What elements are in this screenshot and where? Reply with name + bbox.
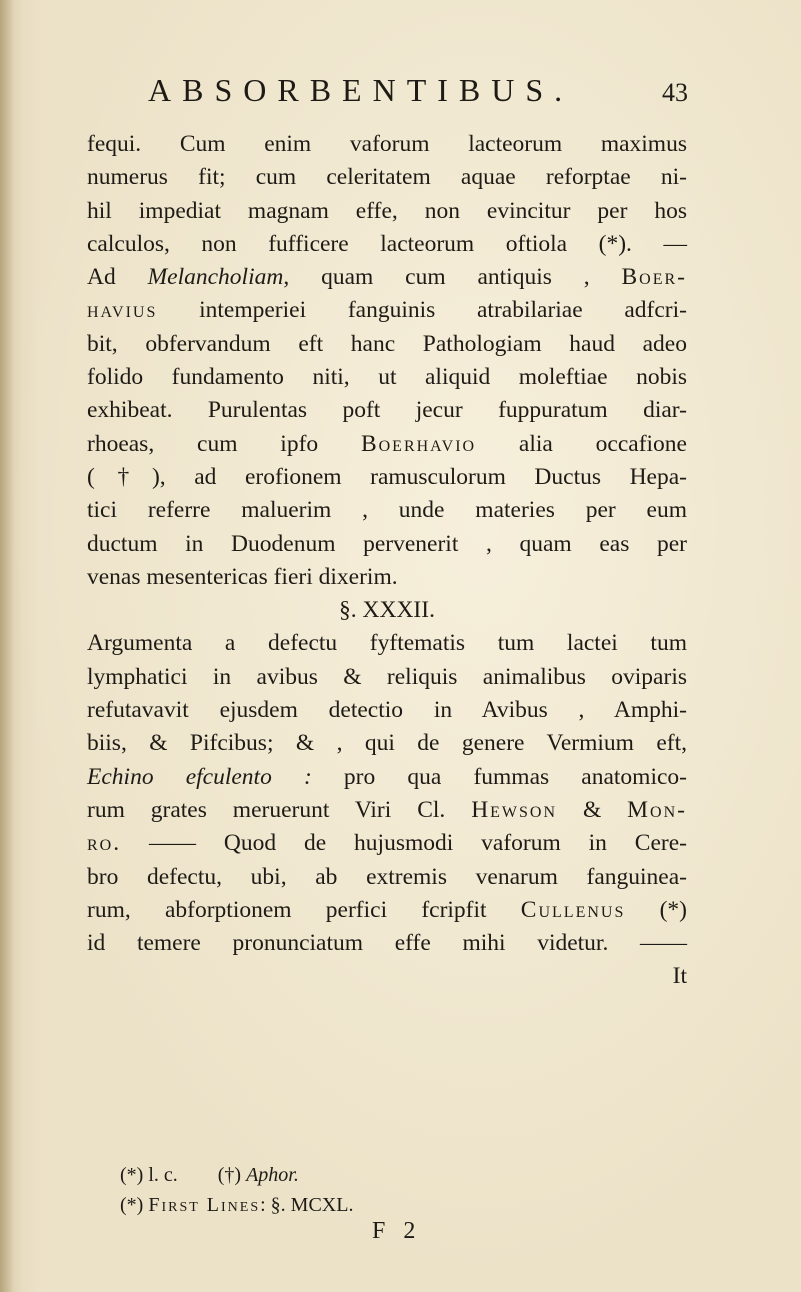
text-line [87, 761, 687, 794]
text-line: biis, & Pifcibus; & , qui de genere Vermium eft, [87, 730, 687, 757]
author-name: Boer- [621, 264, 687, 291]
author-name: Mon- [627, 796, 687, 823]
catchword: It [672, 963, 687, 990]
section-heading: §. XXXII. [339, 597, 435, 624]
binding-shadow [0, 0, 14, 1292]
text-segment: rum, abforptionem perfici fcripfit [87, 896, 521, 923]
text-line: numerus fit; cum celeritatem aquae reforptae ni- [87, 164, 687, 191]
text-line: ductum in Duodenum pervenerit , quam eas per [87, 530, 687, 557]
author-name: Cullenus [520, 896, 626, 923]
text-line: exhibeat. Purulentas poft jecur fuppuratum diar- [87, 397, 687, 424]
footnotes [120, 1160, 640, 1220]
running-title: ABSORBENTIBUS. [148, 72, 574, 108]
author-name: Boerhavio [360, 430, 477, 457]
text-line: (†), ad erofionem ramusculorum Ductus Hepa- [87, 463, 687, 490]
running-head [148, 72, 688, 112]
text-line: Argumenta a defectu fyftematis tum lactei tum [87, 630, 687, 657]
footnote-ref: First Lines [148, 1194, 261, 1216]
text-line: calculos, non fufficere lacteorum oftiola (*). — [87, 230, 687, 257]
text-line [87, 794, 687, 827]
footnote-ref: Aphor. [246, 1164, 299, 1186]
text-line: id temere pronunciatum effe mihi videtur. —— [87, 930, 687, 957]
text-segment: & [557, 796, 628, 823]
text-line: refutavavit ejusdem detectio in Avibus , Amphi- [87, 697, 687, 724]
text-line: tici referre maluerim , unde materies per eum [87, 497, 687, 524]
author-name: havius [87, 297, 158, 324]
author-name: ro. [87, 830, 122, 857]
text-segment: , quam cum antiquis , [283, 264, 622, 291]
body-text [87, 128, 687, 994]
text-segment: rhoeas, cum ipfo [87, 430, 361, 457]
page-number: 43 [662, 78, 688, 107]
text-line: bro defectu, ubi, ab extremis venarum fanguinea- [87, 863, 687, 890]
footnote-ref: : §. MCXL. [260, 1194, 354, 1216]
author-name: Hewson [471, 796, 558, 823]
text-line [87, 294, 687, 327]
text-line [87, 261, 687, 294]
text-segment: alia occafione [476, 430, 687, 457]
text-line: bit, obfervandum eft hanc Pathologiam haud adeo [87, 330, 687, 357]
text-line: fequi. Cum enim vaforum lacteorum maximus [87, 131, 687, 157]
text-segment: intemperiei fanguinis atrabilariae adfcri- [157, 297, 687, 324]
footnote-mark: (*) [120, 1194, 144, 1216]
footnote-ref: (*) l. c. [120, 1164, 178, 1186]
text-line [87, 894, 687, 927]
italic-term: Melancholiam [147, 264, 284, 291]
text-line: folido fundamento niti, ut aliquid moleftiae nobis [87, 364, 687, 391]
italic-term: Echino efculento : [87, 763, 312, 790]
text-segment: —— Quod de hujusmodi vaforum in Cere- [121, 830, 687, 857]
text-line: lymphatici in avibus & reliquis animalibus oviparis [87, 663, 687, 690]
text-segment: Ad [87, 264, 148, 291]
text-line: hil impediat magnam effe, non evincitur per hos [87, 197, 687, 224]
text-segment: pro qua fummas anatomico- [311, 763, 687, 790]
footnote [120, 1190, 640, 1220]
text-line [87, 428, 687, 461]
signature-mark: F 2 [372, 1218, 422, 1244]
footnote [120, 1160, 640, 1190]
footnote-mark: (†) [217, 1164, 242, 1186]
text-line [87, 827, 687, 860]
text-segment: rum grates meruerunt Viri Cl. [87, 796, 472, 823]
text-line: venas mesentericas fieri dixerim. [87, 563, 398, 590]
text-segment: (*) [625, 896, 687, 923]
